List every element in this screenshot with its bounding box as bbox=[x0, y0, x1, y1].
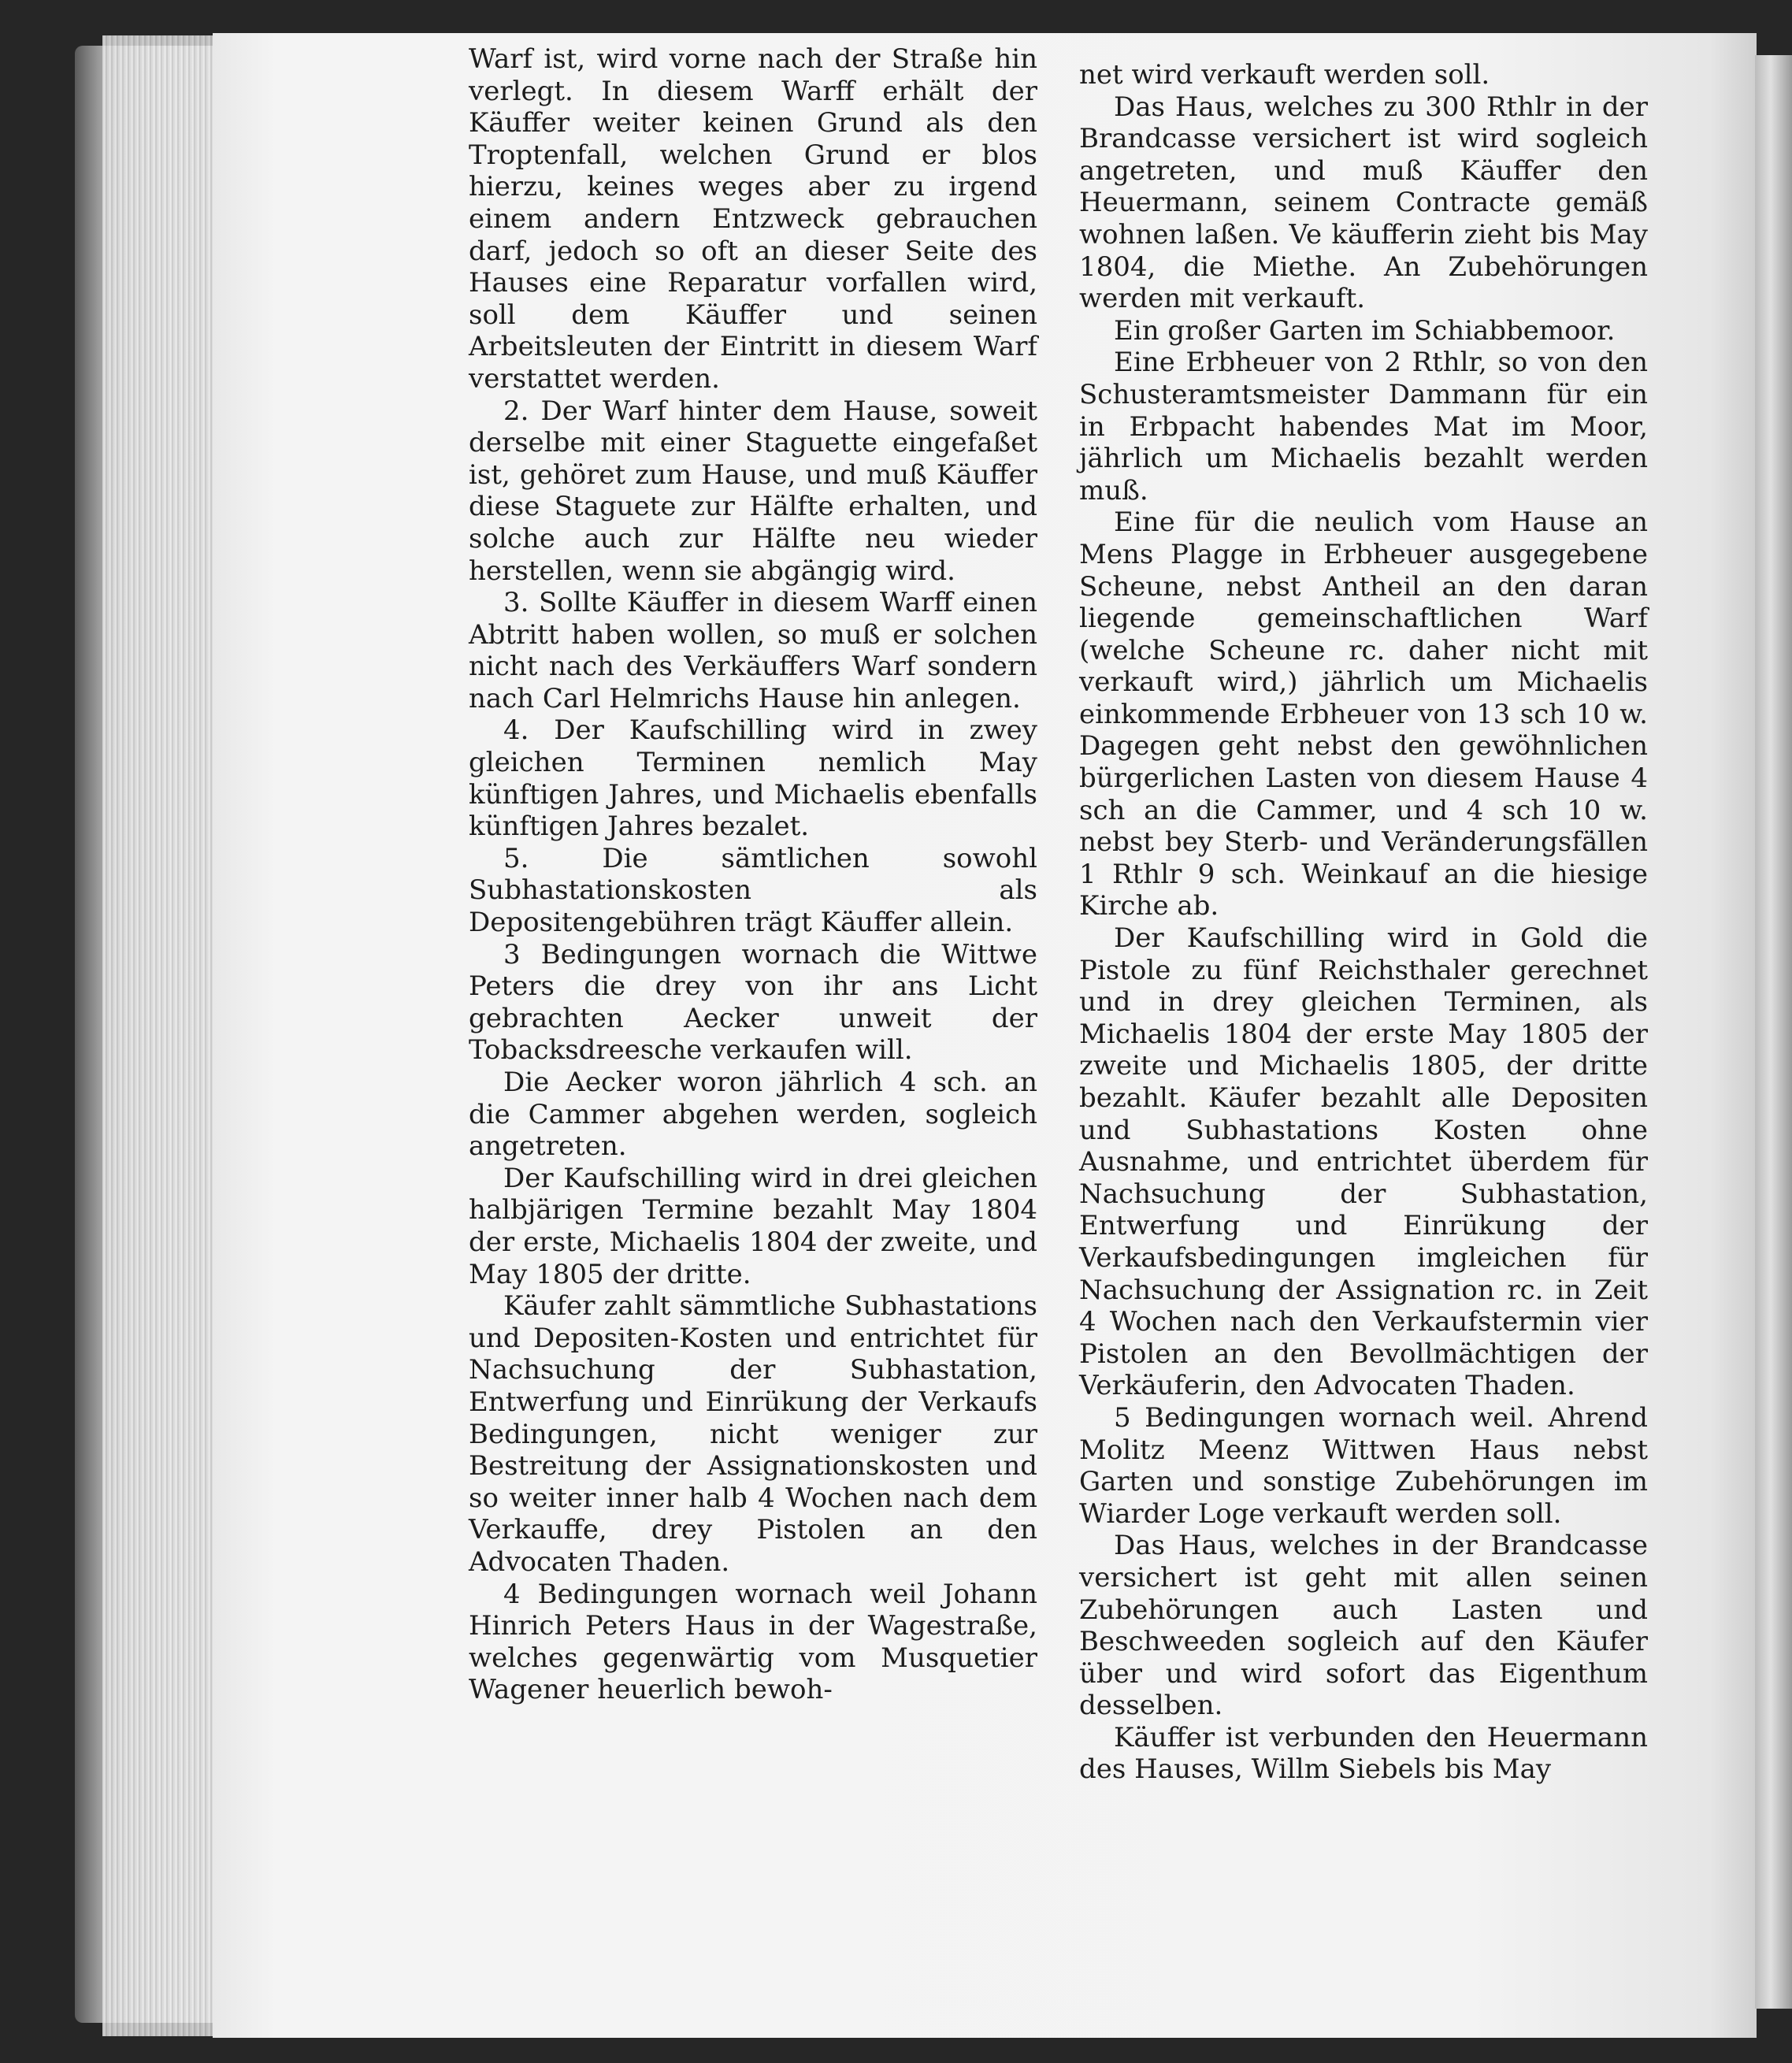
paragraph: Der Kaufschilling wird in Gold die Pistole zu fünf Reichsthaler gerechnet und in drey gleichen Terminen, als Michaelis 1804 der erste May 1805 der zweite und Michaelis 1805, der dritte bezahlt. Käufer bezahlt alle Depositen und Subhastations Kosten ohne Ausnahme, und entrichtet überdem für Nachsuchung der Subhastation, Entwerfung und Einrükung der Verkaufsbedingungen imgleichen für Nachsuchung der Assignation rc. in Zeit 4 Wochen nach den Verkaufstermin vier Pistolen an den Bevollmächtigen der Verkäuferin, den Advocaten Thaden. bbox=[1079, 922, 1648, 1402]
paragraph: 5. Die sämtlichen sowohl Subhastationskosten als Depositengebühren trägt Käuffer allein. bbox=[469, 842, 1037, 939]
paragraph: Die Aecker woron jährlich 4 sch. an die Cammer abgehen werden, sogleich angetreten. bbox=[469, 1067, 1037, 1163]
paragraph: 3 Bedingungen wornach die Wittwe Peters die drey von ihr ans Licht gebrachten Aecker unweit der Tobacksdreesche verkaufen will. bbox=[469, 938, 1037, 1067]
paragraph: Das Haus, welches zu 300 Rthlr in der Brandcasse versichert ist wird sogleich angetreten, und muß Käuffer den Heuermann, seinem Contracte gemäß wohnen laßen. Ve käufferin zieht bis May 1804, die Miethe. An Zubehörungen werden mit verkauft. bbox=[1079, 91, 1648, 315]
paragraph: Käufer zahlt sämmtliche Subhastations und Depositen-Kosten und entrichtet für Nachsuchung der Subhastation, Entwerfung und Einrükung der Verkaufs Bedingungen, nicht weniger zur Bestreitung der Assignationskosten und so weiter inner halb 4 Wochen nach dem Verkauffe, drey Pistolen an den Advocaten Thaden. bbox=[469, 1290, 1037, 1578]
paragraph: Warf ist, wird vorne nach der Straße hin verlegt. In diesem Warff erhält der Käuffer weiter keinen Grund als den Troptenfall, welchen Grund er blos hierzu, keines weges aber zu irgend einem andern Entzweck gebrauchen darf, jedoch so oft an dieser Seite des Hauses eine Reparatur vorfallen wird, soll dem Käuffer und seinen Arbeitsleuten der Eintritt in diesem Warf verstattet werden. bbox=[469, 43, 1037, 395]
right-text-column bbox=[1079, 59, 1648, 1786]
paragraph: 2. Der Warf hinter dem Hause, soweit derselbe mit einer Staguette eingefaßet ist, gehöret zum Hause, und muß Käuffer diese Staguete zur Hälfte erhalten, und solche auch zur Hälfte neu wieder herstellen, wenn sie abgängig wird. bbox=[469, 395, 1037, 587]
facing-page-edge bbox=[1755, 55, 1792, 2009]
paragraph: 3. Sollte Käuffer in diesem Warff einen Abtritt haben wollen, so muß er solchen nicht nach des Verkäuffers Warf sondern nach Carl Helmrichs Hause hin anlegen. bbox=[469, 587, 1037, 714]
paragraph: Das Haus, welches in der Brandcasse versichert ist geht mit allen seinen Zubehörungen auch Lasten und Beschweeden sogleich auf den Käufer über und wird sofort das Eigenthum desselben. bbox=[1079, 1530, 1648, 1722]
page-edges bbox=[102, 35, 221, 2036]
paragraph: Käuffer ist verbunden den Heuermann des Hauses, Willm Siebels bis May bbox=[1079, 1721, 1648, 1786]
paragraph: 4 Bedingungen wornach weil Johann Hinrich Peters Haus in der Wagestraße, welches gegenwärtig vom Musquetier Wagener heuerlich bewoh- bbox=[469, 1578, 1037, 1706]
paragraph: Eine für die neulich vom Hause an Mens Plagge in Erbheuer ausgegebene Scheune, nebst Antheil an den daran liegende gemeinschaftlichen Warf (welche Scheune rc. daher nicht mit verkauft wird,) jährlich um Michaelis einkommende Erbheuer von 13 sch 10 w. Dagegen geht nebst den gewöhnlichen bürgerlichen Lasten von diesem Hause 4 sch an die Cammer, und 4 sch 10 w. nebst bey Sterb- und Veränderungsfällen 1 Rthlr 9 sch. Weinkauf an die hiesige Kirche ab. bbox=[1079, 506, 1648, 922]
left-text-column bbox=[469, 43, 1037, 1706]
paragraph: 4. Der Kaufschilling wird in zwey gleichen Terminen nemlich May künftigen Jahres, und Michaelis ebenfalls künftigen Jahres bezalet. bbox=[469, 714, 1037, 843]
paragraph: Eine Erbheuer von 2 Rthlr, so von den Schusteramtsmeister Dammann für ein in Erbpacht habendes Mat im Moor, jährlich um Michaelis bezahlt werden muß. bbox=[1079, 347, 1648, 506]
paragraph: Ein großer Garten im Schiabbemoor. bbox=[1114, 314, 1616, 347]
paragraph: Der Kaufschilling wird in drei gleichen halbjärigen Termine bezahlt May 1804 der erste, Michaelis 1804 der zweite, und May 1805 der dritte. bbox=[469, 1162, 1037, 1290]
paragraph: net wird verkauft werden soll. bbox=[1079, 59, 1490, 91]
paragraph: 5 Bedingungen wornach weil. Ahrend Molitz Meenz Wittwen Haus nebst Garten und sonstige Zubehörungen im Wiarder Loge verkauft werden soll. bbox=[1079, 1401, 1648, 1530]
